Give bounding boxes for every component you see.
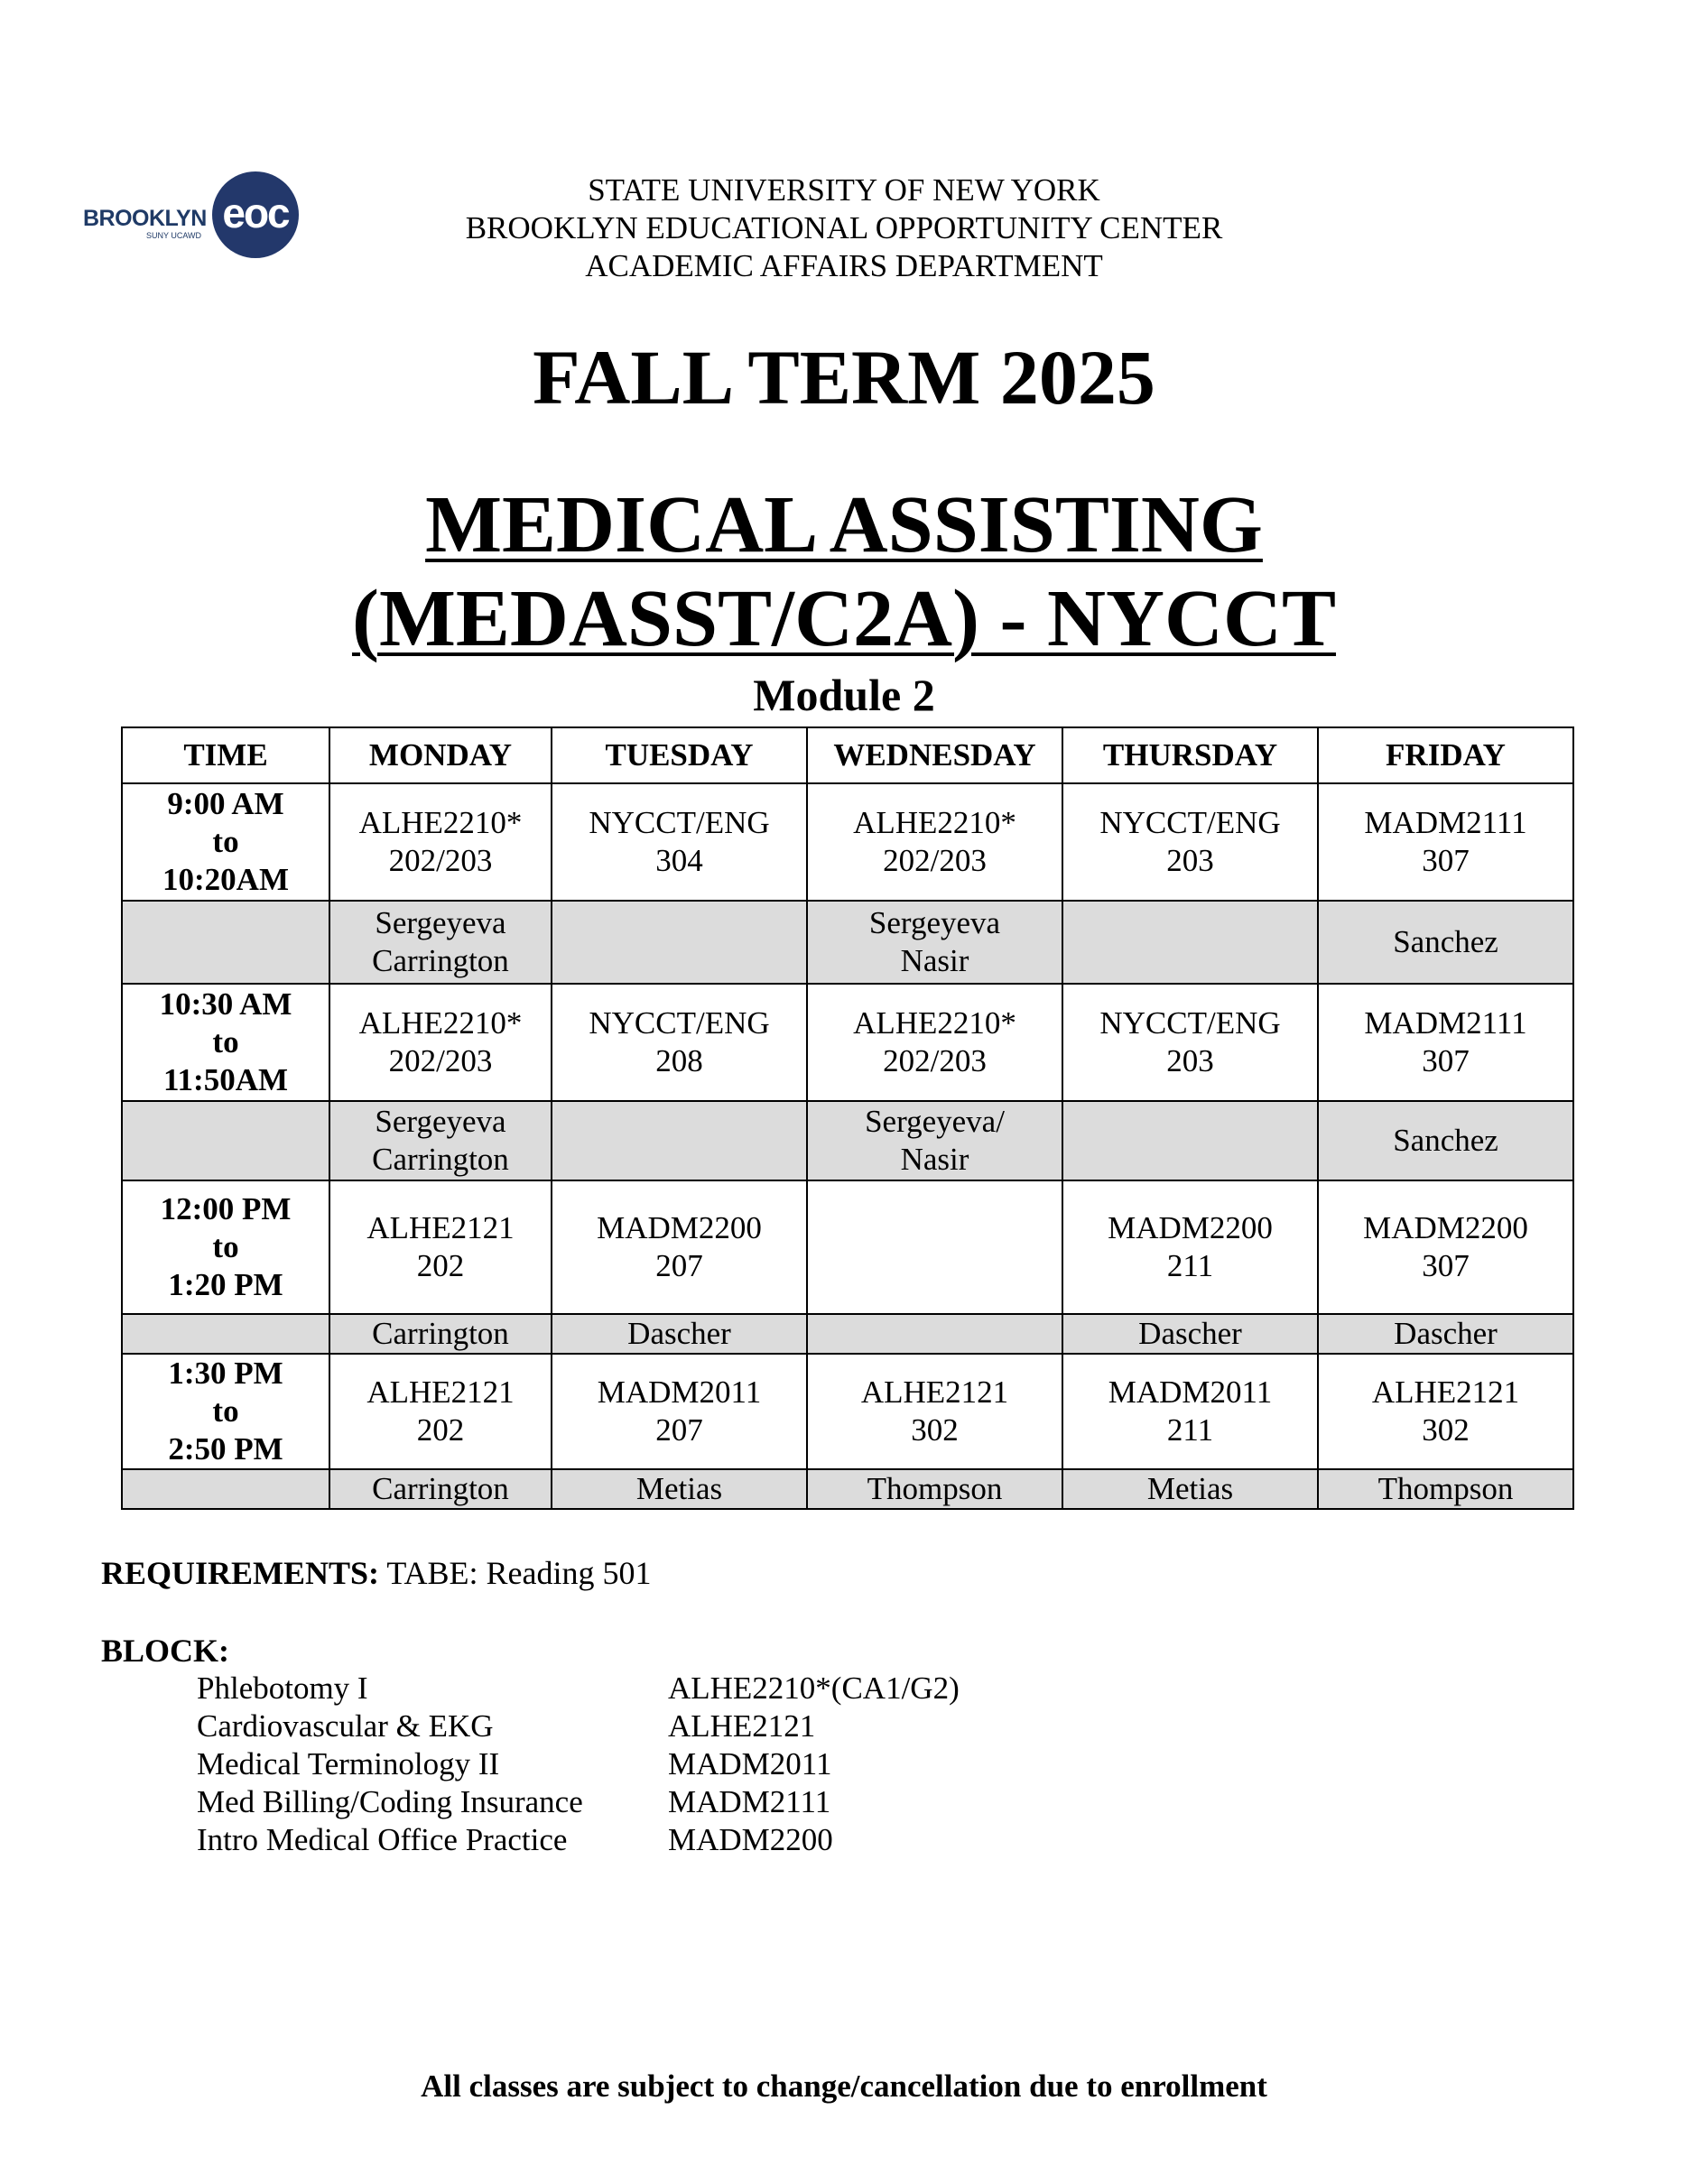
- course-cell-wednesday: [807, 1354, 1062, 1469]
- instructor-name: Sanchez: [1393, 924, 1498, 959]
- room-number: 207: [655, 1248, 703, 1283]
- course-cell-thursday: [1062, 783, 1318, 901]
- instructor-name: Nasir: [900, 943, 969, 978]
- course-code: MADM2011: [1108, 1374, 1273, 1410]
- room-number: 211: [1166, 1248, 1214, 1283]
- instructor-cell-thursday: [1062, 1101, 1318, 1180]
- time-slot-line: 2:50 PM: [168, 1431, 283, 1467]
- instructor-cell-wednesday: [807, 1314, 1062, 1354]
- time-slot-cell: [122, 1354, 329, 1469]
- instructor-cell-tuesday: [552, 1469, 807, 1509]
- block-course-code: MADM2111: [668, 1784, 831, 1819]
- time-slot-line: 10:30 AM: [159, 986, 292, 1022]
- room-number: 202/203: [388, 1043, 493, 1078]
- header-department: ACADEMIC AFFAIRS DEPARTMENT: [585, 248, 1103, 283]
- instructor-cell-friday: [1318, 1314, 1573, 1354]
- room-number: 202/203: [883, 843, 987, 878]
- header-friday: FRIDAY: [1318, 727, 1573, 783]
- schedule-instructor-row: [122, 901, 1573, 984]
- instructor-name: Carrington: [372, 1471, 509, 1506]
- course-cell-friday: [1318, 1180, 1573, 1314]
- header-tuesday: TUESDAY: [552, 727, 807, 783]
- block-title: BLOCK:: [101, 1633, 230, 1669]
- time-slot-line: 12:00 PM: [160, 1191, 292, 1226]
- room-number: 202: [416, 1412, 465, 1448]
- room-number: 304: [655, 843, 703, 878]
- instructor-name: Sergeyeva/: [865, 1104, 1005, 1139]
- instructor-name: Carrington: [372, 1316, 509, 1351]
- course-code: MADM2200: [1108, 1210, 1273, 1245]
- course-cell-monday: [329, 984, 552, 1101]
- course-code: ALHE2121: [366, 1210, 515, 1245]
- instructor-name: Sanchez: [1393, 1123, 1498, 1158]
- block-item: [197, 1821, 960, 1859]
- course-cell-friday: [1318, 783, 1573, 901]
- course-code: ALHE2121: [1371, 1374, 1520, 1410]
- course-cell-friday: [1318, 1354, 1573, 1469]
- time-slot-line: 9:00 AM: [167, 786, 284, 821]
- room-number: 211: [1166, 1412, 1214, 1448]
- instructor-cell-tuesday: [552, 1101, 807, 1180]
- requirements-label: REQUIREMENTS:: [101, 1555, 380, 1591]
- time-slot-line: 11:50AM: [162, 1062, 289, 1097]
- instructor-name: Metias: [635, 1471, 723, 1506]
- instructor-name: Carrington: [372, 1142, 509, 1177]
- room-number: 202/203: [883, 1043, 987, 1078]
- instructor-time-blank: [122, 1101, 329, 1180]
- schedule-table: [121, 726, 1574, 1510]
- block-course-name: Medical Terminology II: [197, 1746, 500, 1781]
- course-cell-wednesday: [807, 1180, 1062, 1314]
- course-cell-monday: [329, 1180, 552, 1314]
- header-wednesday: WEDNESDAY: [807, 727, 1062, 783]
- requirements-value: TABE: Reading 501: [379, 1555, 652, 1591]
- header-time: TIME: [122, 727, 329, 783]
- instructor-name: Thompson: [867, 1471, 1003, 1506]
- course-code: MADM2200: [597, 1210, 762, 1245]
- course-cell-wednesday: [807, 984, 1062, 1101]
- room-number: 302: [911, 1412, 959, 1448]
- room-number: 203: [1166, 843, 1214, 878]
- program-title-line1: MEDICAL ASSISTING: [425, 480, 1263, 569]
- course-cell-tuesday: [552, 984, 807, 1101]
- time-slot-line: to: [212, 824, 239, 859]
- requirements: [101, 1554, 651, 1592]
- course-cell-thursday: [1062, 984, 1318, 1101]
- course-cell-thursday: [1062, 1180, 1318, 1314]
- schedule-course-row: [122, 1180, 1573, 1314]
- time-slot-line: 1:20 PM: [168, 1267, 283, 1302]
- room-number: 208: [655, 1043, 703, 1078]
- block-course-name: Intro Medical Office Practice: [197, 1822, 568, 1857]
- block-course-code: MADM2200: [668, 1822, 833, 1857]
- course-code: ALHE2121: [366, 1374, 515, 1410]
- block-item: [197, 1707, 960, 1745]
- schedule-course-row: [122, 1354, 1573, 1469]
- course-code: MADM2200: [1363, 1210, 1528, 1245]
- instructor-cell-wednesday: [807, 1101, 1062, 1180]
- logo-badge: eoc: [212, 171, 299, 258]
- instructor-cell-friday: [1318, 1101, 1573, 1180]
- schedule-instructor-row: [122, 1469, 1573, 1509]
- instructor-name: Sergeyeva: [375, 905, 506, 940]
- course-code: MADM2111: [1364, 805, 1527, 840]
- time-slot-line: to: [212, 1229, 239, 1264]
- instructor-name: Carrington: [372, 943, 509, 978]
- instructor-name: Metias: [1146, 1471, 1234, 1506]
- course-code: NYCCT/ENG: [1099, 805, 1281, 840]
- header-thursday: THURSDAY: [1062, 727, 1318, 783]
- instructor-name: Dascher: [1138, 1316, 1242, 1351]
- room-number: 203: [1166, 1043, 1214, 1078]
- instructor-cell-tuesday: [552, 901, 807, 984]
- schedule-instructor-row: [122, 1101, 1573, 1180]
- time-slot-line: 10:20AM: [162, 862, 289, 897]
- block-item: [197, 1783, 960, 1821]
- instructor-cell-wednesday: [807, 901, 1062, 984]
- course-cell-thursday: [1062, 1354, 1318, 1469]
- header-center: BROOKLYN EDUCATIONAL OPPORTUNITY CENTER: [465, 210, 1223, 245]
- course-code: MADM2111: [1364, 1005, 1527, 1041]
- instructor-cell-thursday: [1062, 1469, 1318, 1509]
- block-list: [197, 1670, 960, 1859]
- course-code: ALHE2210*: [358, 1005, 523, 1041]
- instructor-cell-thursday: [1062, 901, 1318, 984]
- course-cell-tuesday: [552, 783, 807, 901]
- instructor-cell-friday: [1318, 901, 1573, 984]
- block-item: [197, 1745, 960, 1783]
- schedule-course-row: [122, 984, 1573, 1101]
- course-code: MADM2011: [597, 1374, 762, 1410]
- course-cell-friday: [1318, 984, 1573, 1101]
- instructor-cell-monday: [329, 901, 552, 984]
- instructor-name: Dascher: [1394, 1316, 1498, 1351]
- course-code: ALHE2210*: [853, 1005, 1016, 1041]
- schedule-instructor-row: [122, 1314, 1573, 1354]
- course-cell-wednesday: [807, 783, 1062, 901]
- header-university: STATE UNIVERSITY OF NEW YORK: [588, 172, 1100, 208]
- time-slot-cell: [122, 984, 329, 1101]
- instructor-time-blank: [122, 901, 329, 984]
- module-label: Module 2: [753, 670, 935, 720]
- time-slot-line: to: [212, 1393, 239, 1429]
- term-title: FALL TERM 2025: [533, 334, 1155, 421]
- course-code: ALHE2210*: [358, 805, 523, 840]
- instructor-name: Thompson: [1377, 1471, 1514, 1506]
- instructor-cell-tuesday: [552, 1314, 807, 1354]
- room-number: 202: [416, 1248, 465, 1283]
- course-cell-tuesday: [552, 1354, 807, 1469]
- room-number: 302: [1422, 1412, 1470, 1448]
- schedule-course-row: [122, 783, 1573, 901]
- block-course-name: Phlebotomy I: [197, 1670, 368, 1706]
- logo-wordmark: BROOKLYN: [83, 206, 207, 231]
- logo-subtext: SUNY UCAWD: [146, 231, 202, 240]
- instructor-cell-monday: [329, 1314, 552, 1354]
- instructor-cell-thursday: [1062, 1314, 1318, 1354]
- block-course-code: ALHE2210*(CA1/G2): [668, 1670, 960, 1706]
- time-slot-cell: [122, 783, 329, 901]
- instructor-cell-monday: [329, 1101, 552, 1180]
- block-course-name: Cardiovascular & EKG: [197, 1708, 494, 1744]
- course-code: ALHE2121: [860, 1374, 1009, 1410]
- block-course-name: Med Billing/Coding Insurance: [197, 1784, 583, 1819]
- instructor-time-blank: [122, 1314, 329, 1354]
- instructor-name: Sergeyeva: [868, 905, 1001, 940]
- block-course-code: MADM2011: [668, 1746, 832, 1781]
- instructor-cell-friday: [1318, 1469, 1573, 1509]
- instructor-name: Sergeyeva: [375, 1104, 506, 1139]
- time-slot-line: to: [212, 1024, 239, 1060]
- instructor-cell-monday: [329, 1469, 552, 1509]
- instructor-cell-wednesday: [807, 1469, 1062, 1509]
- course-code: NYCCT/ENG: [1099, 1005, 1281, 1041]
- room-number: 202/203: [388, 843, 493, 878]
- footer-disclaimer: All classes are subject to change/cancellation due to enrollment: [421, 2068, 1267, 2104]
- block-course-code: ALHE2121: [668, 1708, 816, 1744]
- room-number: 307: [1422, 843, 1470, 878]
- program-title-line2: (MEDASST/C2A) - NYCCT: [351, 574, 1337, 663]
- course-cell-tuesday: [552, 1180, 807, 1314]
- schedule-header-row: [122, 727, 1573, 783]
- header-monday: MONDAY: [329, 727, 552, 783]
- course-cell-monday: [329, 783, 552, 901]
- course-code: ALHE2210*: [853, 805, 1016, 840]
- room-number: 207: [655, 1412, 703, 1448]
- time-slot-cell: [122, 1180, 329, 1314]
- instructor-name: Dascher: [627, 1316, 731, 1351]
- course-code: NYCCT/ENG: [589, 1005, 770, 1041]
- course-cell-monday: [329, 1354, 552, 1469]
- instructor-time-blank: [122, 1469, 329, 1509]
- room-number: 307: [1422, 1248, 1470, 1283]
- time-slot-line: 1:30 PM: [168, 1356, 283, 1391]
- instructor-name: Nasir: [900, 1142, 969, 1177]
- room-number: 307: [1422, 1043, 1470, 1078]
- block-item: [197, 1670, 960, 1707]
- course-code: NYCCT/ENG: [589, 805, 770, 840]
